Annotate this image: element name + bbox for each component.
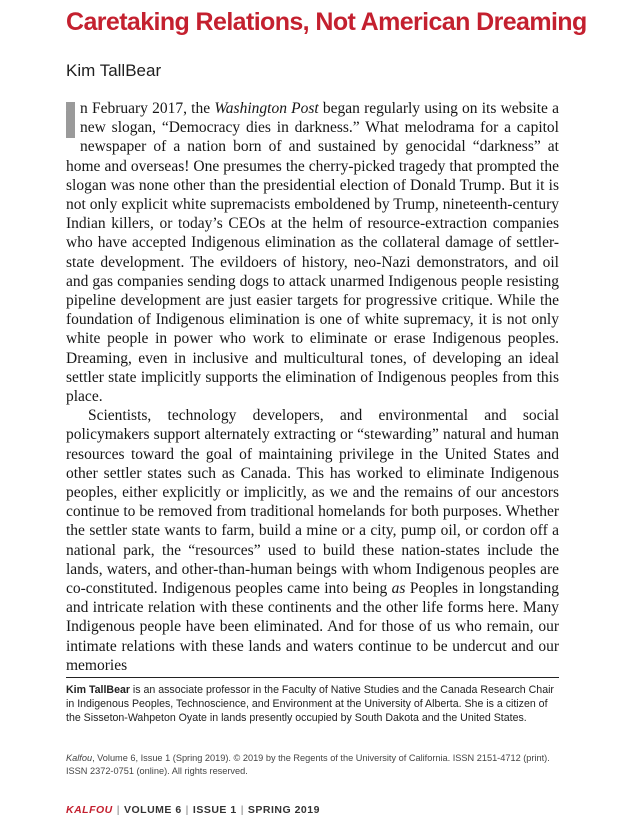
page-footer <box>66 804 320 816</box>
article-author: Kim TallBear <box>66 61 162 80</box>
footer-issue: ISSUE 1 <box>192 804 237 816</box>
citation-text: , Volume 6, Issue 1 (Spring 2019). © 2019 by the Regents of the University of California. ISSN 2151-4712 (print). ISSN 2372-0751 (online). All rights reserved. <box>66 753 550 776</box>
paragraph-1-text-a: n February 2017, the <box>80 100 215 117</box>
paragraph-2-emphasis: as <box>391 580 406 598</box>
paragraph-1 <box>66 99 559 406</box>
footer-journal: KALFOU <box>66 804 113 816</box>
article-body <box>66 99 559 675</box>
paragraph-2-text-a: Scientists, technology developers, and environmental and social policymakers support alternately extracting or “stewarding” natural and human resources toward the goal of maintaining privilege in the United States and other settler states such as Canada. This has worked to eliminate Indigenous peoples, either explicitly or implicitly, as we and the remains of our ancestors continue to be removed from traditional homelands for both purposes. Whether the settler state wants to farm, build a mine or a city, pump oil, or cordon off a national park, the “resources” used to build these nation-states include the lands, waters, and other-than-human beings with whom Indigenous peoples are co-constituted. Indigenous peoples came into being <box>66 407 559 598</box>
paragraph-1-emphasis: Washington Post <box>214 100 319 117</box>
footer-separator: | <box>116 804 120 816</box>
paragraph-2-text-b: Peoples in longstanding and intricate relation with these continents and the other life forms here. Many Indigenous people have been eliminated. And for those of us who remain, our intimate relations with these lands and waters continue to be undercut and our memories <box>66 580 560 674</box>
drop-cap: I <box>66 102 75 138</box>
author-bio-name: Kim TallBear <box>66 684 130 696</box>
footer-season: SPRING 2019 <box>247 804 320 816</box>
author-bio <box>66 683 559 726</box>
footnote-divider <box>66 677 559 678</box>
paragraph-2 <box>66 406 559 675</box>
author-bio-text: is an associate professor in the Faculty of Native Studies and the Canada Research Chair in Indigenous Peoples, Technoscience, and Environment at the University of Alberta. She is a citizen of the Sisseton-Wahpeton Oyate in lands presently occupied by South Dakota and the United States. <box>66 684 554 725</box>
copyright-citation <box>66 752 559 777</box>
footer-volume: VOLUME 6 <box>123 804 182 816</box>
footer-separator: | <box>185 804 189 816</box>
footer-separator: | <box>240 804 244 816</box>
article-title: Caretaking Relations, Not American Dreaming <box>66 8 587 36</box>
citation-journal: Kalfou <box>66 753 93 763</box>
paragraph-1-text-b: began regularly using on its website a new slogan, “Democracy dies in darkness.” What melodrama for a capitol newspaper of a nation born of and sustained by genocidal “darkness” at home and overseas! One presumes the cherry-picked tragedy that prompted the slogan was none other than the presidential election of Donald Trump. But it is not only explicit white supremacists emboldened by Trump, nineteenth-century Indian killers, or today’s CEOs at the helm of resource-extraction companies who have accepted Indigenous elimination as the collateral damage of settler-state development. The evildoers of history, neo-Nazi demonstrators, and oil and gas companies sending dogs to attack unarmed Indigenous people resisting pipeline development are just easier targets for progressive critique. While the foundation of Indigenous elimination is one of white supremacy, it is not only white people in power who work to eliminate or erase Indigenous peoples. Dreaming, even in inclusive and multicultural tones, of developing an ideal settler state implicitly supports the elimination of Indigenous peoples from this place. <box>66 100 559 406</box>
